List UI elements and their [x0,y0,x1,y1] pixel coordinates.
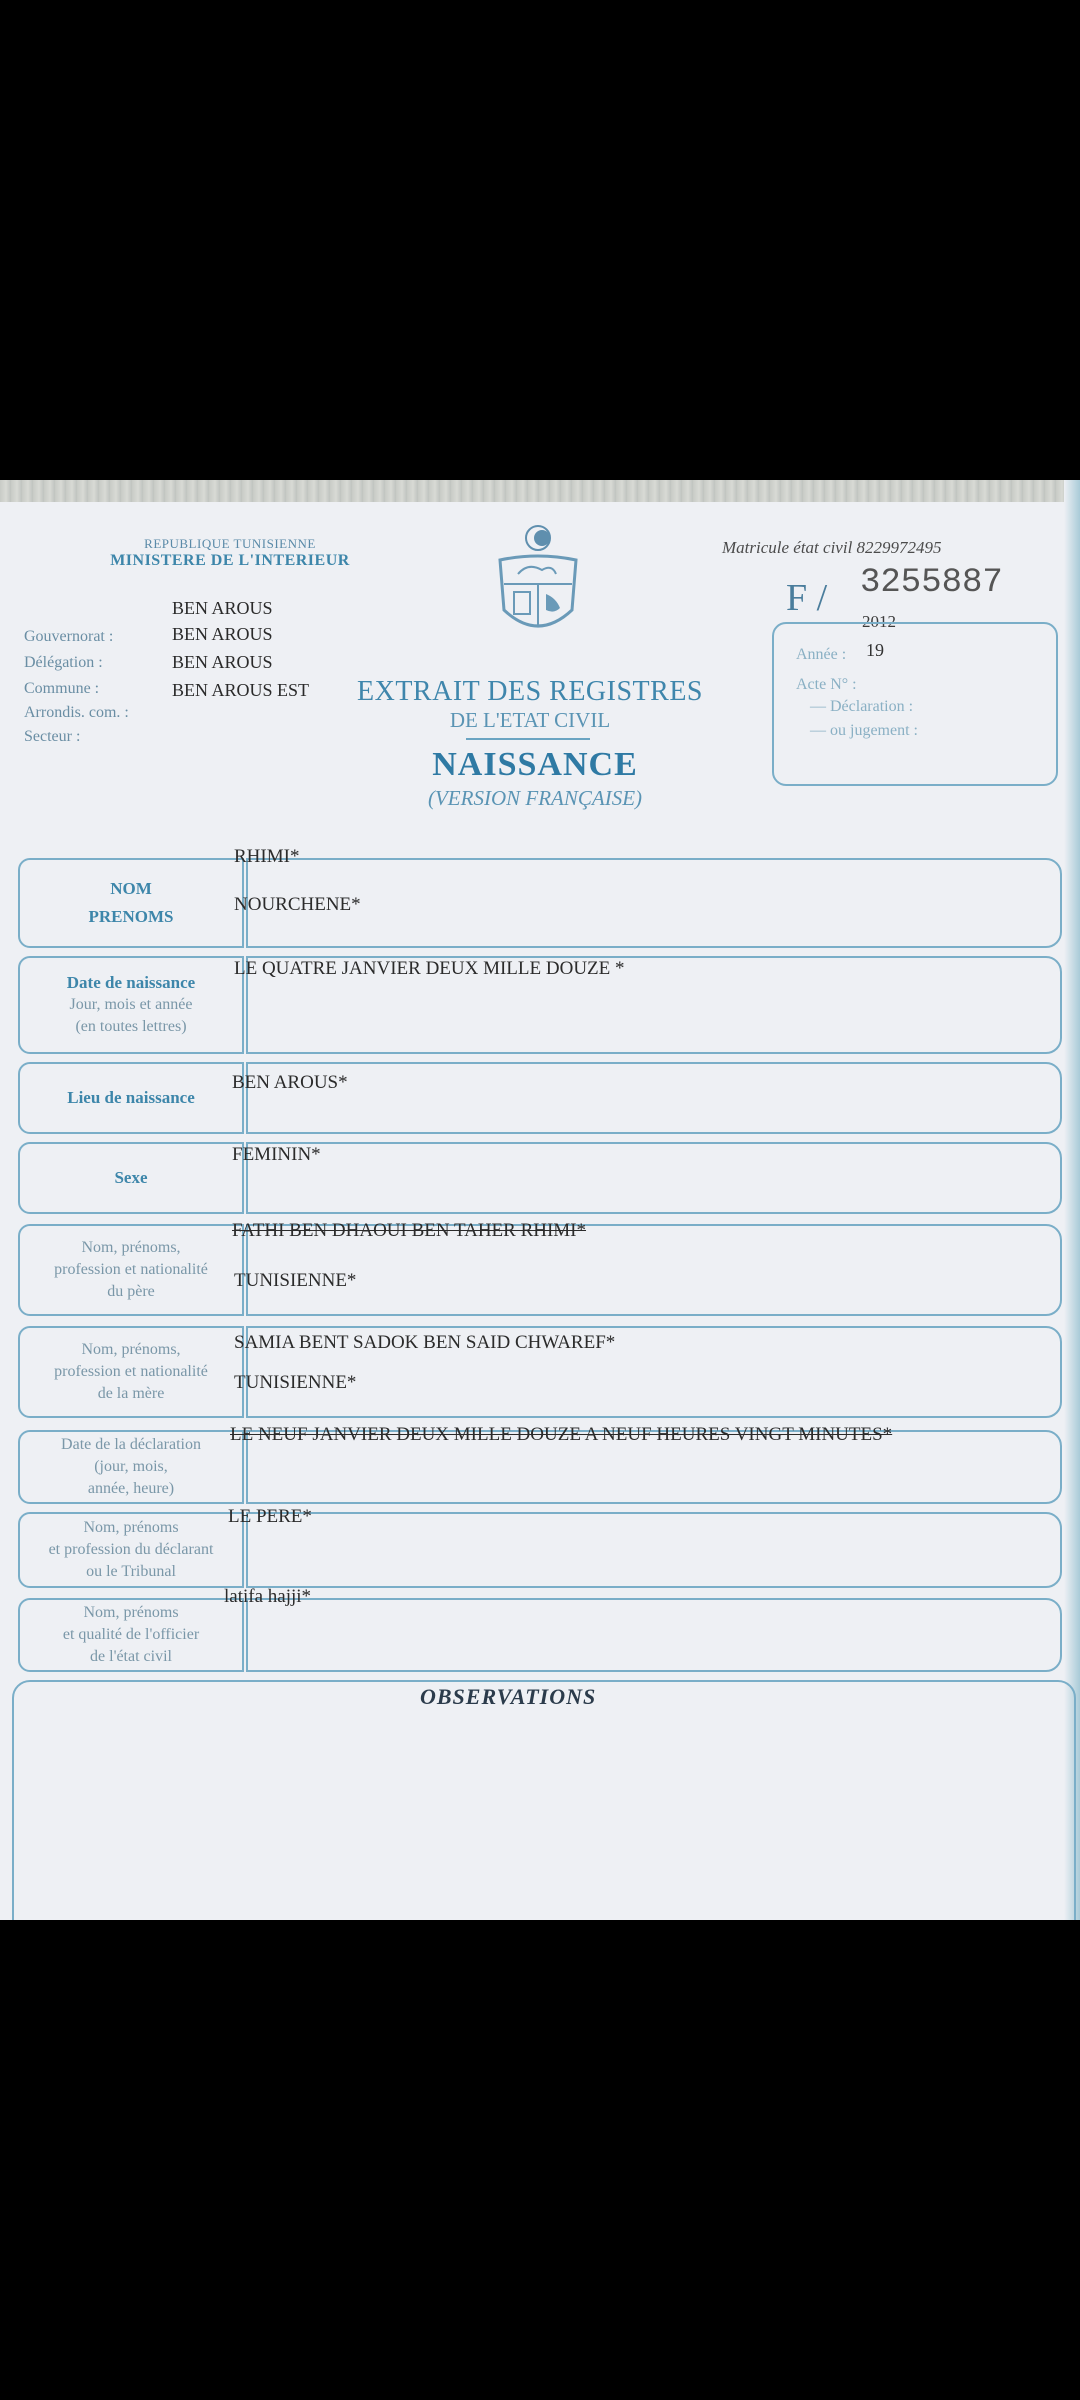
row-label [18,956,244,1054]
registry-year: 2012 [862,612,896,631]
document-paper [0,480,1080,1920]
row-declarant [18,1506,1062,1588]
annee-value: 19 [866,640,884,660]
row-label-line: Nom, prénoms [83,1519,179,1536]
row-sexe [18,1142,1062,1214]
jugement-label: — ou jugement : [810,722,918,739]
arrondissement-label: Arrondis. com. : [24,704,129,721]
observations-heading: OBSERVATIONS [420,1684,597,1709]
row-value-box [246,858,1062,948]
acte-label: Acte N° : [796,676,857,693]
row-label-line: Nom, prénoms, [81,1341,181,1358]
matricule-text: Matricule état civil 8229972495 [722,538,942,557]
row-value-box [246,1142,1062,1214]
officier-value: latifa hajji* [224,1586,312,1607]
row-lieu-naissance [18,1062,1062,1134]
row-label-line: ou le Tribunal [86,1563,176,1580]
row-label [18,858,244,948]
row-label-line: (jour, mois, [94,1458,168,1475]
observations-box [12,1680,1076,1920]
version-subtitle: (VERSION FRANÇAISE) [427,786,643,810]
row-label-line: NOM [110,879,152,898]
paper-top-edge [0,480,1080,502]
row-label-line: (en toutes lettres) [75,1018,187,1035]
declarant-value: LE PERE* [228,1506,312,1527]
row-pere [18,1220,1062,1316]
etat-civil-subtitle: DE L'ETAT CIVIL [449,708,611,732]
row-label-line: et qualité de l'officier [62,1626,200,1643]
row-label-line: du père [107,1283,155,1300]
tunisia-emblem-icon [490,522,586,650]
date-declaration-value: LE NEUF JANVIER DEUX MILLE DOUZE A NEUF HEURES VINGT MINUTES* [230,1424,893,1445]
row-label-line: de l'état civil [90,1648,172,1665]
row-label-line: et profession du déclarant [48,1541,214,1558]
row-label-line: Nom, prénoms, [81,1239,181,1256]
row-value-box [246,1512,1062,1588]
ministere-heading: MINISTERE DE L'INTERIEUR [110,552,350,569]
f-prefix: F / [786,577,828,619]
row-label [18,1430,244,1504]
row-value-box [246,1598,1062,1672]
row-label-line: Date de naissance [66,973,196,992]
row-label [18,1512,244,1588]
extrait-title: EXTRAIT DES REGISTRES [357,676,703,707]
row-label [18,1326,244,1418]
delegation-value: BEN AROUS [172,652,273,672]
annee-label: Année : [796,646,847,663]
sexe-value: FEMININ* [232,1144,321,1165]
row-label-line: Jour, mois et année [69,996,193,1013]
pere-nationality-value: TUNISIENNE* [234,1270,357,1291]
date-naissance-value: LE QUATRE JANVIER DEUX MILLE DOUZE * [234,958,625,979]
row-label-line: profession et nationalité [54,1261,208,1278]
row-officier [18,1586,1062,1672]
lieu-naissance-value: BEN AROUS* [232,1072,348,1093]
delegation-label: Délégation : [24,654,103,671]
row-value-box [246,1062,1062,1134]
commune-label: Commune : [24,680,100,697]
gouvernorat-label: Gouvernorat : [24,628,114,645]
title-rule [466,738,590,740]
row-label-line: Nom, prénoms [83,1604,179,1621]
location-top-value: BEN AROUS [172,598,273,618]
republique-heading: REPUBLIQUE TUNISIENNE [144,536,316,551]
commune-value: BEN AROUS EST [172,680,310,700]
row-label-line: Lieu de naissance [67,1088,195,1107]
nom-value: RHIMI* [234,846,300,867]
pere-name-value: FATHI BEN DHAOUI BEN TAHER RHIMI* [232,1220,587,1241]
serial-number: 3255887 [860,564,1003,602]
mere-nationality-value: TUNISIENNE* [234,1372,357,1393]
row-label [18,1142,244,1214]
row-label-line: profession et nationalité [54,1363,208,1380]
prenoms-value: NOURCHENE* [234,894,361,915]
row-label-line: PRENOMS [88,907,174,926]
row-label-line: de la mère [97,1385,165,1402]
naissance-title: NAISSANCE [432,746,638,783]
row-label [18,1224,244,1316]
declaration-label: — Déclaration : [810,698,914,715]
row-label-line: Date de la déclaration [61,1436,201,1453]
row-mere [18,1326,1062,1418]
row-label-line: Sexe [114,1168,148,1187]
mere-name-value: SAMIA BENT SADOK BEN SAID CHWAREF* [234,1332,616,1353]
gouvernorat-value: BEN AROUS [172,624,273,644]
row-nom-prenoms [18,846,1062,948]
row-label-line: année, heure) [87,1480,175,1497]
row-date-naissance [18,956,1062,1054]
row-label [18,1062,244,1134]
row-label [18,1598,244,1672]
secteur-label: Secteur : [24,728,81,745]
row-date-declaration [18,1424,1062,1504]
